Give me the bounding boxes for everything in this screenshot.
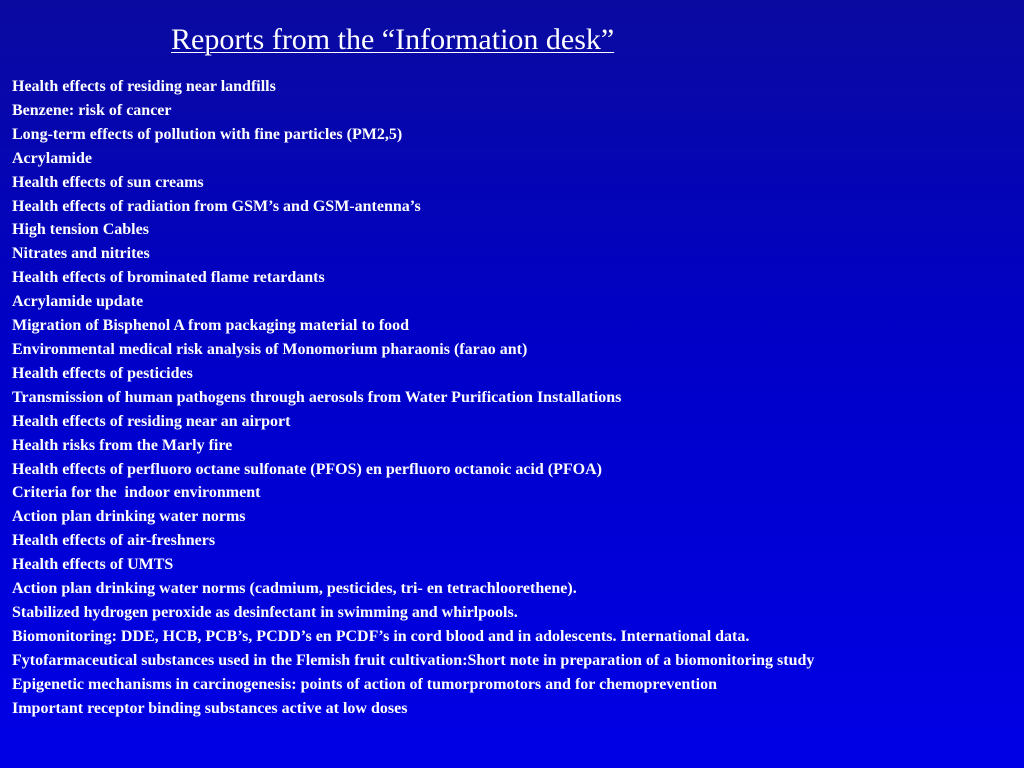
list-item: Action plan drinking water norms (cadmium, pesticides, tri- en tetrachloorethene).: [12, 580, 577, 598]
list-item: Health effects of radiation from GSM’s and GSM-antenna’s: [12, 197, 421, 215]
list-item: Fytofarmaceutical substances used in the Flemish fruit cultivation:Short note in preparation of a biomonitoring study: [12, 651, 815, 669]
list-item: Criteria for the indoor environment: [12, 484, 261, 502]
list-item: Action plan drinking water norms: [12, 508, 246, 526]
list-item: High tension Cables: [12, 221, 149, 239]
slide-title: Reports from the “Information desk”: [171, 23, 615, 56]
list-item: Environmental medical risk analysis of Monomorium pharaonis (farao ant): [12, 340, 528, 358]
list-item: Acrylamide: [12, 149, 92, 167]
list-item: Biomonitoring: DDE, HCB, PCB’s, PCDD’s en PCDF’s in cord blood and in adolescents. International data.: [12, 627, 750, 645]
list-item: Transmission of human pathogens through aerosols from Water Purification Installations: [12, 388, 622, 406]
list-item: Health risks from the Marly fire: [12, 436, 233, 454]
list-item: Health effects of residing near an airport: [12, 412, 291, 430]
list-item: Health effects of residing near landfills: [12, 78, 276, 95]
list-item: Health effects of air-freshners: [12, 532, 216, 550]
list-item: Health effects of pesticides: [12, 364, 193, 382]
list-item: Acrylamide update: [12, 293, 144, 311]
report-list: [12, 75, 814, 720]
list-item: Health effects of sun creams: [12, 173, 204, 191]
list-item: Nitrates and nitrites: [12, 245, 150, 263]
list-item: Health effects of perfluoro octane sulfonate (PFOS) en perfluoro octanoic acid (PFOA): [12, 460, 602, 478]
list-item: Migration of Bisphenol A from packaging material to food: [12, 317, 410, 335]
list-item: Health effects of brominated flame retardants: [12, 269, 325, 287]
list-item: Important receptor binding substances active at low doses: [12, 699, 408, 717]
list-item: Benzene: risk of cancer: [12, 101, 172, 119]
list-item: Long-term effects of pollution with fine particles (PM2,5): [12, 125, 403, 143]
list-item: Epigenetic mechanisms in carcinogenesis: points of action of tumorpromotors and for chemoprevention: [12, 675, 718, 693]
list-item: Stabilized hydrogen peroxide as desinfectant in swimming and whirlpools.: [12, 603, 518, 621]
list-item: Health effects of UMTS: [12, 556, 174, 574]
